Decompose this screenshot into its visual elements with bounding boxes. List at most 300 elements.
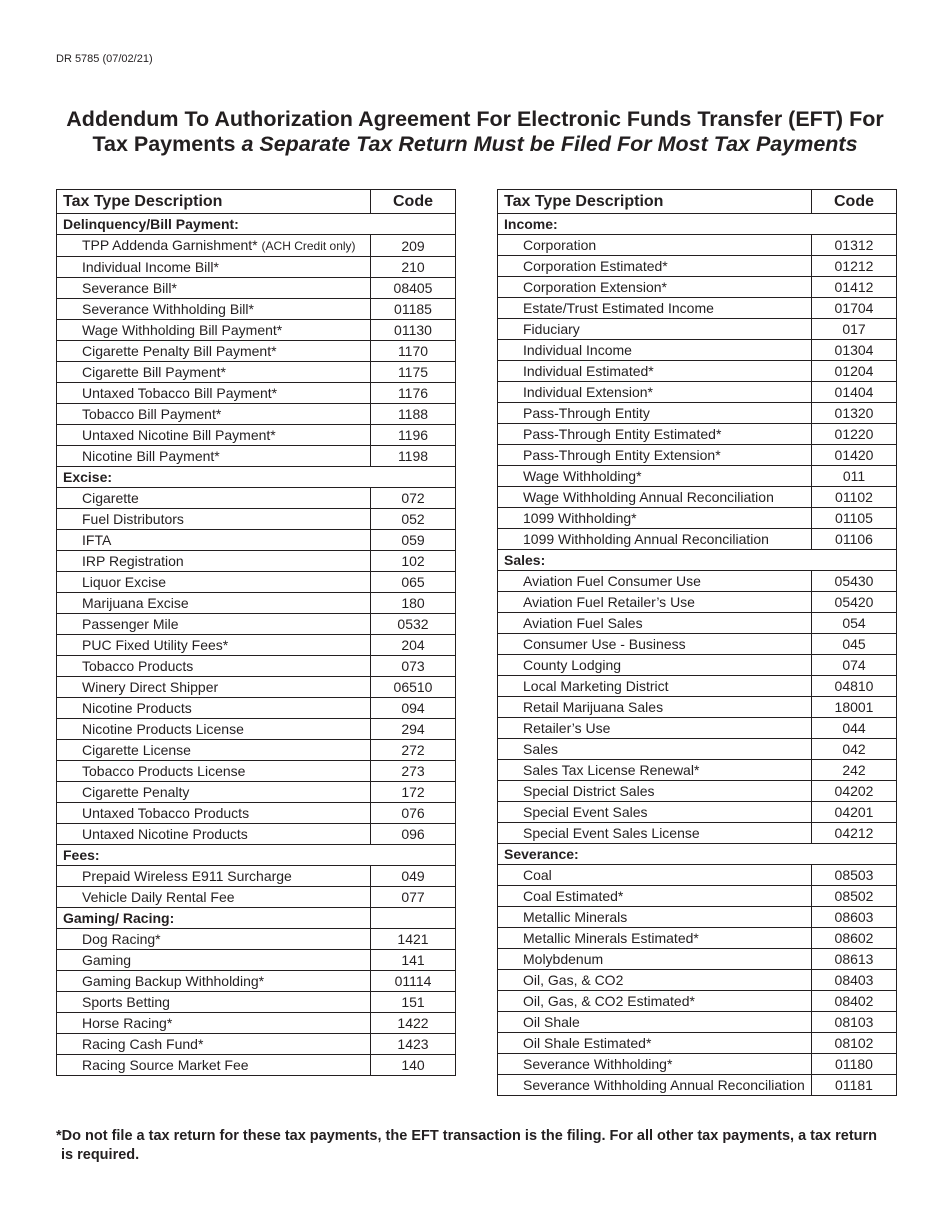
table-row <box>498 655 897 676</box>
table-row <box>498 1054 897 1075</box>
description-text: Dog Racing* <box>82 931 161 947</box>
description-text: Tobacco Products <box>82 658 194 674</box>
description-text: Sales Tax License Renewal* <box>523 762 700 778</box>
tax-type-description <box>498 781 812 802</box>
tax-code: 054 <box>812 613 897 634</box>
tax-type-description <box>57 740 371 761</box>
description-text: Severance Withholding Bill* <box>82 301 254 317</box>
table-row <box>498 865 897 886</box>
tax-type-description <box>57 866 371 887</box>
tax-code: 180 <box>371 593 456 614</box>
title-line-2-italic: a Separate Tax Return Must be Filed For Most Tax Payments <box>241 132 858 156</box>
table-row <box>498 424 897 445</box>
tax-code: 1423 <box>371 1034 456 1055</box>
tax-type-description <box>57 509 371 530</box>
description-text: Tobacco Bill Payment* <box>82 406 222 422</box>
tax-type-description <box>57 341 371 362</box>
tax-code: 1170 <box>371 341 456 362</box>
tax-type-description <box>57 761 371 782</box>
tax-type-description <box>498 676 812 697</box>
description-text: Estate/Trust Estimated Income <box>523 300 714 316</box>
table-row <box>57 656 456 677</box>
section-row <box>498 550 897 571</box>
tax-type-description <box>498 382 812 403</box>
table-row <box>498 928 897 949</box>
tax-type-description <box>498 256 812 277</box>
tax-type-description <box>498 655 812 676</box>
table-row <box>57 383 456 404</box>
section-row <box>57 908 456 929</box>
tax-type-description <box>57 278 371 299</box>
tax-type-description <box>498 613 812 634</box>
tax-code: 01181 <box>812 1075 897 1096</box>
description-text: 1099 Withholding Annual Reconciliation <box>523 531 769 547</box>
description-text: Fiduciary <box>523 321 580 337</box>
table-row <box>498 970 897 991</box>
table-row <box>498 949 897 970</box>
tax-code: 0532 <box>371 614 456 635</box>
table-row <box>498 466 897 487</box>
tax-type-description <box>498 571 812 592</box>
tax-type-description <box>498 298 812 319</box>
tax-type-description <box>57 614 371 635</box>
tax-type-description <box>498 1075 812 1096</box>
tax-code: 04202 <box>812 781 897 802</box>
description-text: Local Marketing District <box>523 678 669 694</box>
table-row <box>498 718 897 739</box>
tax-code: 01130 <box>371 320 456 341</box>
description-text: Untaxed Nicotine Bill Payment* <box>82 427 276 443</box>
table-row <box>57 320 456 341</box>
table-row <box>57 341 456 362</box>
tax-code: 1188 <box>371 404 456 425</box>
table-row <box>57 761 456 782</box>
table-row <box>57 551 456 572</box>
tax-code: 042 <box>812 739 897 760</box>
table-row <box>498 445 897 466</box>
tax-code: 18001 <box>812 697 897 718</box>
tax-type-description <box>498 319 812 340</box>
tax-type-description <box>498 487 812 508</box>
tax-type-description <box>57 950 371 971</box>
description-text: Wage Withholding Bill Payment* <box>82 322 283 338</box>
table-row <box>498 697 897 718</box>
tax-code: 01204 <box>812 361 897 382</box>
left-tax-table <box>56 189 456 1076</box>
table-row <box>498 613 897 634</box>
tax-type-description <box>498 823 812 844</box>
tax-type-description <box>498 886 812 907</box>
table-row <box>57 509 456 530</box>
page-title <box>0 107 950 157</box>
table-row <box>57 593 456 614</box>
tax-code: 065 <box>371 572 456 593</box>
description-text: Aviation Fuel Retailer’s Use <box>523 594 695 610</box>
description-text: Nicotine Bill Payment* <box>82 448 220 464</box>
tax-code: 01212 <box>812 256 897 277</box>
tax-code: 01180 <box>812 1054 897 1075</box>
table-row <box>498 382 897 403</box>
description-text: Tobacco Products License <box>82 763 246 779</box>
description-text: Corporation Extension* <box>523 279 667 295</box>
tax-type-description <box>498 739 812 760</box>
tax-type-description <box>498 277 812 298</box>
description-text: Nicotine Products <box>82 700 192 716</box>
tax-code: 08603 <box>812 907 897 928</box>
tax-type-description <box>57 383 371 404</box>
tax-type-description <box>498 403 812 424</box>
tax-code: 1175 <box>371 362 456 383</box>
tax-code: 044 <box>812 718 897 739</box>
table-row <box>57 782 456 803</box>
table-row <box>57 278 456 299</box>
table-row <box>498 1033 897 1054</box>
table-row <box>57 235 456 257</box>
tax-type-description <box>57 677 371 698</box>
tax-code: 08102 <box>812 1033 897 1054</box>
table-row <box>498 487 897 508</box>
tax-type-description <box>57 1055 371 1076</box>
tax-code: 017 <box>812 319 897 340</box>
description-text: Individual Income Bill* <box>82 259 219 275</box>
description-text: Cigarette Bill Payment* <box>82 364 226 380</box>
description-text: Racing Cash Fund* <box>82 1036 204 1052</box>
tax-type-description <box>498 361 812 382</box>
tax-type-description <box>498 865 812 886</box>
table-row <box>57 488 456 509</box>
tax-type-description <box>57 593 371 614</box>
tax-code: 1176 <box>371 383 456 404</box>
tax-code: 08405 <box>371 278 456 299</box>
table-row <box>498 361 897 382</box>
tax-code: 01185 <box>371 299 456 320</box>
tax-code: 01114 <box>371 971 456 992</box>
table-row <box>57 677 456 698</box>
description-text: Prepaid Wireless E911 Surcharge <box>82 868 292 884</box>
table-row <box>57 1055 456 1076</box>
table-row <box>498 886 897 907</box>
description-text: Racing Source Market Fee <box>82 1057 249 1073</box>
tax-type-description <box>57 971 371 992</box>
section-row <box>498 214 897 235</box>
tax-type-description <box>57 992 371 1013</box>
table-row <box>57 257 456 278</box>
table-header-row <box>57 190 456 214</box>
table-row <box>57 950 456 971</box>
table-row <box>498 991 897 1012</box>
tax-code: 04212 <box>812 823 897 844</box>
form-number: DR 5785 (07/02/21) <box>56 53 153 65</box>
section-row <box>57 214 456 235</box>
tax-type-description <box>57 1034 371 1055</box>
tax-code: 01412 <box>812 277 897 298</box>
table-row <box>498 634 897 655</box>
description-text: Oil Shale Estimated* <box>523 1035 652 1051</box>
tax-type-description <box>57 362 371 383</box>
description-text: Nicotine Products License <box>82 721 244 737</box>
description-text: Oil Shale <box>523 1014 580 1030</box>
tax-type-description <box>57 488 371 509</box>
tax-code: 01220 <box>812 424 897 445</box>
tax-type-description <box>498 529 812 550</box>
tax-code: 05420 <box>812 592 897 613</box>
table-row <box>57 740 456 761</box>
tax-code: 01106 <box>812 529 897 550</box>
tax-code: 011 <box>812 466 897 487</box>
description-text: Sports Betting <box>82 994 170 1010</box>
table-row <box>57 992 456 1013</box>
tax-code: 049 <box>371 866 456 887</box>
table-row <box>57 530 456 551</box>
description-text: Marijuana Excise <box>82 595 189 611</box>
tax-type-description <box>57 299 371 320</box>
table-row <box>57 404 456 425</box>
tax-code: 242 <box>812 760 897 781</box>
tax-code: 140 <box>371 1055 456 1076</box>
tax-code: 210 <box>371 257 456 278</box>
tax-type-description <box>498 928 812 949</box>
tax-code: 01304 <box>812 340 897 361</box>
tax-code: 294 <box>371 719 456 740</box>
table-row <box>498 508 897 529</box>
table-row <box>498 340 897 361</box>
description-text: Pass-Through Entity <box>523 405 650 421</box>
description-text: Wage Withholding Annual Reconciliation <box>523 489 774 505</box>
tax-code: 04201 <box>812 802 897 823</box>
title-line-2-plain: Tax Payments <box>92 132 236 156</box>
description-text: Retail Marijuana Sales <box>523 699 664 715</box>
tax-type-description <box>57 235 371 257</box>
title-line-2 <box>0 132 950 157</box>
description-text: Special District Sales <box>523 783 655 799</box>
section-label: Severance: <box>498 844 897 865</box>
description-text: Horse Racing* <box>82 1015 173 1031</box>
description-text: Aviation Fuel Consumer Use <box>523 573 701 589</box>
tax-type-description <box>498 235 812 256</box>
tax-type-description <box>57 824 371 845</box>
footnote <box>56 1127 906 1165</box>
description-text: Special Event Sales License <box>523 825 700 841</box>
tax-type-description <box>498 1054 812 1075</box>
section-label: Income: <box>498 214 897 235</box>
table-row <box>57 929 456 950</box>
description-text: Severance Withholding Annual Reconciliation <box>523 1077 805 1093</box>
tax-type-description <box>498 697 812 718</box>
tax-code: 01312 <box>812 235 897 256</box>
table-row <box>498 1075 897 1096</box>
description-text: Metallic Minerals Estimated* <box>523 930 699 946</box>
description-text: Molybdenum <box>523 951 604 967</box>
tax-code: 08613 <box>812 949 897 970</box>
description-text: Passenger Mile <box>82 616 179 632</box>
tax-type-description <box>57 425 371 446</box>
table-row <box>57 698 456 719</box>
tax-type-description <box>498 1033 812 1054</box>
description-text: Cigarette Penalty <box>82 784 190 800</box>
tax-type-description <box>498 466 812 487</box>
tax-type-description <box>57 782 371 803</box>
description-text: Coal Estimated* <box>523 888 624 904</box>
description-text: Fuel Distributors <box>82 511 184 527</box>
description-text: Special Event Sales <box>523 804 648 820</box>
table-row <box>57 299 456 320</box>
tax-code: 08402 <box>812 991 897 1012</box>
table-row <box>498 823 897 844</box>
table-row <box>498 277 897 298</box>
tax-type-description <box>57 803 371 824</box>
tax-code: 01105 <box>812 508 897 529</box>
tax-code: 052 <box>371 509 456 530</box>
description-text: County Lodging <box>523 657 622 673</box>
tax-type-description <box>57 404 371 425</box>
tax-type-description <box>498 760 812 781</box>
table-row <box>498 1012 897 1033</box>
tax-type-description <box>57 698 371 719</box>
table-row <box>57 1034 456 1055</box>
tax-code: 059 <box>371 530 456 551</box>
tax-type-description <box>57 551 371 572</box>
description-text: Liquor Excise <box>82 574 167 590</box>
tax-code: 1196 <box>371 425 456 446</box>
table-row <box>498 907 897 928</box>
description-text: Cigarette License <box>82 742 191 758</box>
table-row <box>57 971 456 992</box>
table-row <box>57 614 456 635</box>
table-row <box>57 824 456 845</box>
tax-code: 273 <box>371 761 456 782</box>
description-text: Oil, Gas, & CO2 <box>523 972 624 988</box>
description-text: 1099 Withholding* <box>523 510 637 526</box>
description-text: Pass-Through Entity Estimated* <box>523 426 722 442</box>
description-text: Gaming <box>82 952 132 968</box>
description-text: IFTA <box>82 532 112 548</box>
tax-code: 1198 <box>371 446 456 467</box>
table-row <box>57 803 456 824</box>
tax-code: 08602 <box>812 928 897 949</box>
header-description: Tax Type Description <box>57 190 371 214</box>
section-row <box>57 845 456 866</box>
tax-code: 08502 <box>812 886 897 907</box>
tax-type-description <box>498 1012 812 1033</box>
tax-code: 209 <box>371 235 456 257</box>
tax-type-description <box>498 592 812 613</box>
tax-code: 08503 <box>812 865 897 886</box>
description-text: Cigarette <box>82 490 139 506</box>
tax-code: 05430 <box>812 571 897 592</box>
table-row <box>498 235 897 256</box>
tax-code: 04810 <box>812 676 897 697</box>
tax-type-description <box>498 949 812 970</box>
table-row <box>57 887 456 908</box>
tax-type-description <box>57 719 371 740</box>
tax-type-description <box>57 572 371 593</box>
tax-type-description <box>498 802 812 823</box>
section-row <box>498 844 897 865</box>
section-label: Excise: <box>57 467 456 488</box>
title-line-1: Addendum To Authorization Agreement For Electronic Funds Transfer (EFT) For <box>66 107 884 131</box>
tax-code: 08103 <box>812 1012 897 1033</box>
description-text: Untaxed Tobacco Bill Payment* <box>82 385 278 401</box>
table-row <box>57 866 456 887</box>
tax-type-description <box>498 340 812 361</box>
description-text: Oil, Gas, & CO2 Estimated* <box>523 993 695 1009</box>
tax-type-description <box>498 718 812 739</box>
description-text: PUC Fixed Utility Fees* <box>82 637 229 653</box>
section-label: Sales: <box>498 550 897 571</box>
tax-code: 01420 <box>812 445 897 466</box>
description-text: Coal <box>523 867 552 883</box>
table-row <box>57 362 456 383</box>
tax-code: 1422 <box>371 1013 456 1034</box>
tax-code: 204 <box>371 635 456 656</box>
tax-code: 094 <box>371 698 456 719</box>
table-row <box>498 676 897 697</box>
tax-code: 172 <box>371 782 456 803</box>
description-text: Gaming Backup Withholding* <box>82 973 265 989</box>
tax-code: 06510 <box>371 677 456 698</box>
tax-type-description <box>498 907 812 928</box>
table-row <box>498 298 897 319</box>
table-row <box>498 403 897 424</box>
table-row <box>498 529 897 550</box>
table-row <box>498 781 897 802</box>
tax-code: 074 <box>812 655 897 676</box>
header-code: Code <box>371 190 456 214</box>
tax-code: 01320 <box>812 403 897 424</box>
description-text: Corporation Estimated* <box>523 258 668 274</box>
tax-code: 01704 <box>812 298 897 319</box>
tax-type-description <box>498 991 812 1012</box>
right-tax-table <box>497 189 897 1096</box>
table-row <box>57 425 456 446</box>
tax-code: 073 <box>371 656 456 677</box>
tax-code: 096 <box>371 824 456 845</box>
section-row <box>57 467 456 488</box>
description-text: Winery Direct Shipper <box>82 679 219 695</box>
tax-code: 1421 <box>371 929 456 950</box>
tax-type-description <box>498 970 812 991</box>
description-text: Severance Bill* <box>82 280 177 296</box>
description-note: (ACH Credit only) <box>261 239 356 253</box>
description-text: Untaxed Nicotine Products <box>82 826 248 842</box>
tax-type-description <box>57 635 371 656</box>
tax-code: 01102 <box>812 487 897 508</box>
footnote-line-1: *Do not file a tax return for these tax payments, the EFT transaction is the filing. For all other tax payments, a tax return <box>56 1128 878 1144</box>
table-row <box>498 760 897 781</box>
section-label: Fees: <box>57 845 456 866</box>
tax-type-description <box>57 530 371 551</box>
table-row <box>498 571 897 592</box>
table-row <box>498 802 897 823</box>
tax-code: 072 <box>371 488 456 509</box>
tax-code: 077 <box>371 887 456 908</box>
section-label: Gaming/ Racing: <box>57 908 371 929</box>
description-text: Corporation <box>523 237 597 253</box>
section-label: Delinquency/Bill Payment: <box>57 214 456 235</box>
tax-code: 01404 <box>812 382 897 403</box>
table-row <box>57 719 456 740</box>
description-text: Wage Withholding* <box>523 468 642 484</box>
description-text: Metallic Minerals <box>523 909 628 925</box>
empty-code-cell <box>371 908 456 929</box>
tax-type-description <box>57 887 371 908</box>
description-text: Sales <box>523 741 559 757</box>
tax-code: 045 <box>812 634 897 655</box>
table-header-row <box>498 190 897 214</box>
description-text: Vehicle Daily Rental Fee <box>82 889 235 905</box>
description-text: Retailer’s Use <box>523 720 611 736</box>
tax-code: 102 <box>371 551 456 572</box>
